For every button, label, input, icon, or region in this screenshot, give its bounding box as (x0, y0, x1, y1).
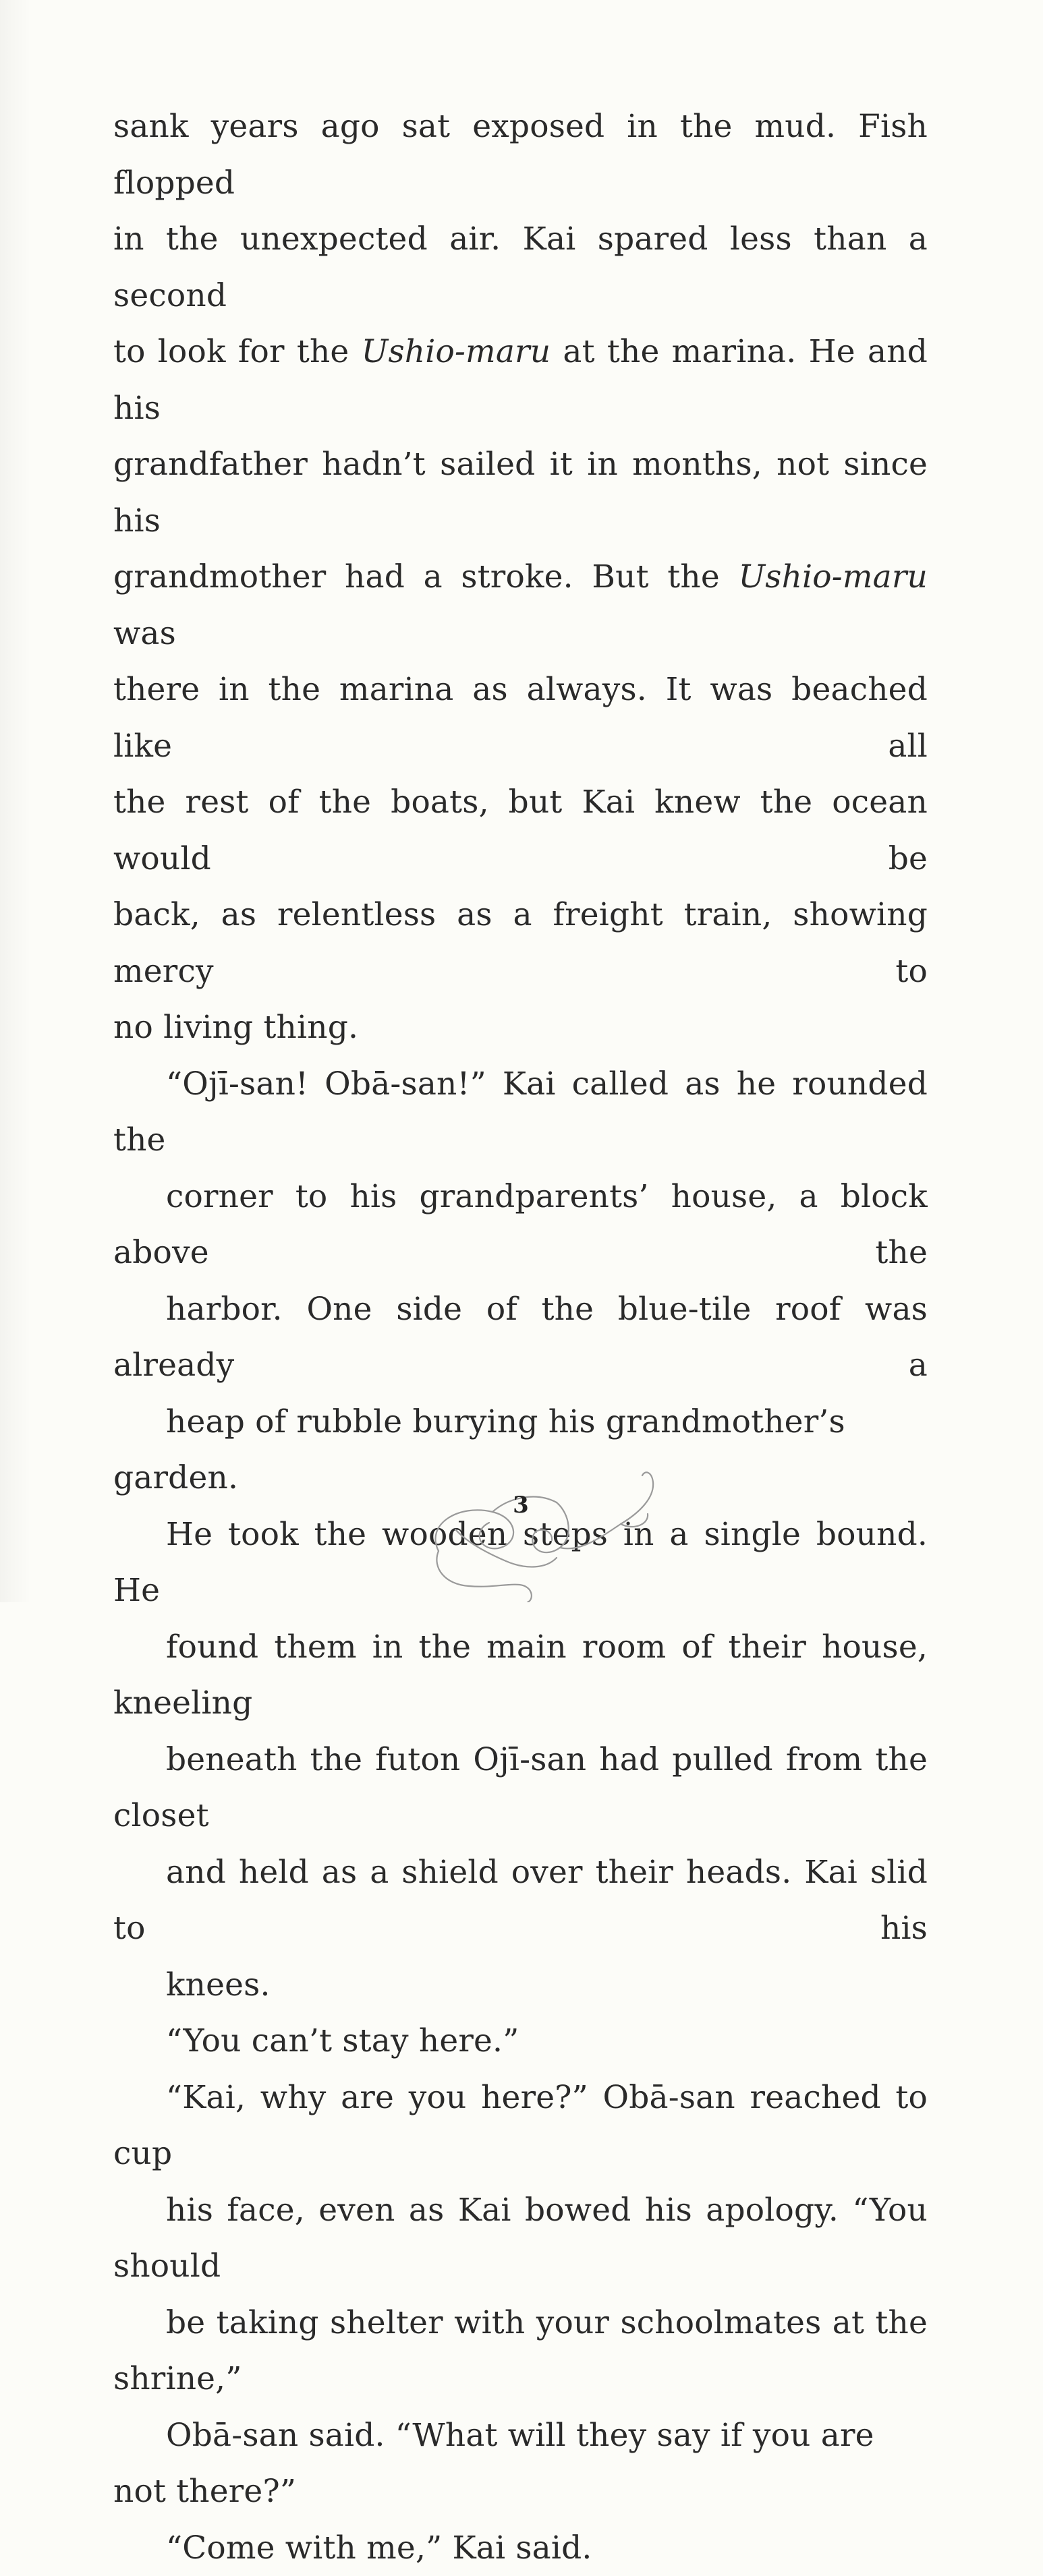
text-line: “Ojī-san! Obā-san!” Kai called as he rounded the (113, 1056, 928, 1169)
paragraph (113, 2520, 928, 2576)
swirl-ornament (418, 1450, 675, 1602)
text-line: his face, even as Kai bowed his apology. “You should (113, 2182, 928, 2295)
text-line: sank years ago sat exposed in the mud. Fish flopped (113, 98, 928, 211)
text-line: and held as a shield over their heads. Kai slid to his (113, 1844, 928, 1957)
text-line: heap of rubble burying his grandmother’s garden. (113, 1394, 928, 1506)
text-line: to look for the Ushio-maru at the marina. He and his (113, 324, 928, 436)
text-line: “Kai, why are you here?” Obā-san reached to cup (113, 2070, 928, 2182)
text-line: grandmother had a stroke. But the Ushio-maru was (113, 549, 928, 662)
text-line: grandfather hadn’t sailed it in months, not since his (113, 436, 928, 549)
text-line: Obā-san said. “What will they say if you are not there?” (113, 2407, 928, 2520)
text-line: beneath the futon Ojī-san had pulled from the closet (113, 1732, 928, 1844)
text-line: “You can’t stay here.” (113, 2013, 928, 2070)
page-gutter-shadow (0, 0, 31, 1602)
text-line: back, as relentless as a freight train, showing mercy to (113, 887, 928, 999)
paragraph (113, 2013, 928, 2070)
text-line: He took the wooden steps in a single bound. He (113, 1506, 928, 1619)
paragraph (113, 1056, 928, 1506)
paragraph (113, 2070, 928, 2520)
text-line: “Come with me,” Kai said. (113, 2520, 928, 2576)
text-line: knees. (113, 1957, 928, 2014)
body-text (113, 98, 928, 2576)
text-line: be taking shelter with your schoolmates at the shrine,” (113, 2295, 928, 2407)
paragraph (113, 98, 928, 1056)
text-line: no living thing. (113, 999, 928, 1056)
page-number: 3 (507, 1492, 534, 1519)
text-line: harbor. One side of the blue-tile roof was already a (113, 1281, 928, 1394)
text-line: there in the marina as always. It was beached like all (113, 662, 928, 774)
text-line: corner to his grandparents’ house, a block above the (113, 1169, 928, 1281)
text-line: found them in the main room of their house, kneeling (113, 1619, 928, 1732)
text-line: in the unexpected air. Kai spared less than a second (113, 211, 928, 324)
text-line: the rest of the boats, but Kai knew the ocean would be (113, 774, 928, 887)
